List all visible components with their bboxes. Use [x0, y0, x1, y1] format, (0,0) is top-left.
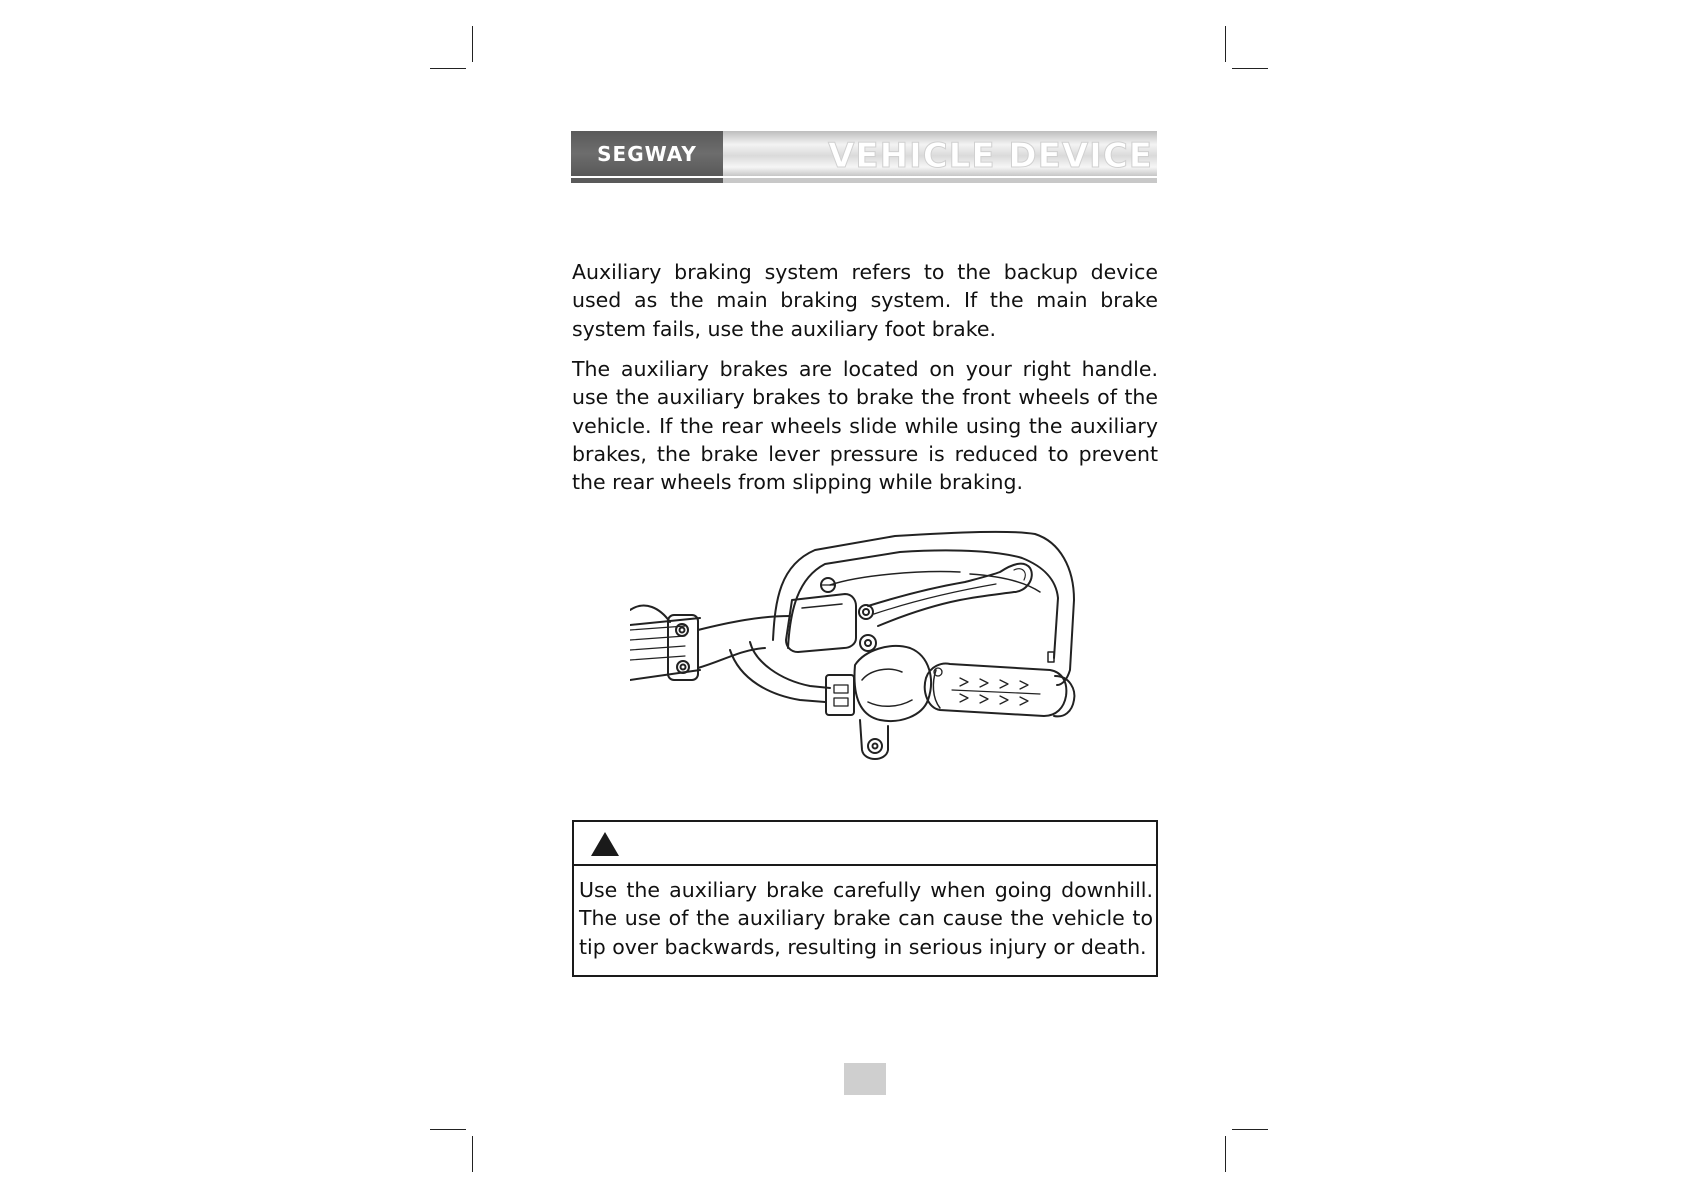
brand-logo	[571, 131, 723, 176]
crop-mark	[472, 26, 473, 62]
crop-mark	[430, 68, 466, 69]
body-paragraph: The auxiliary brakes are located on your right handle. use the auxiliary brakes to brake the front wheels of the vehicle. If the rear wheels slide while using the auxiliary brakes, the brake lever pressure is reduced to prevent the rear wheels from slipping while braking.	[572, 357, 1158, 495]
warning-header	[574, 822, 1156, 866]
warning-triangle-icon	[590, 831, 620, 857]
header-band	[723, 131, 1157, 176]
header-rule	[571, 178, 723, 183]
page-number-box	[844, 1063, 886, 1095]
body-paragraph: Auxiliary braking system refers to the backup device used as the main braking system. If the main brake system fails, use the auxiliary foot brake.	[572, 260, 1158, 341]
section-title: VEHICLE DEVICE	[828, 136, 1153, 176]
crop-mark	[1232, 1129, 1268, 1130]
crop-mark	[1225, 1136, 1226, 1172]
page-header	[571, 131, 1157, 184]
brand-logo-text: SEGWAY	[597, 141, 697, 166]
warning-box	[572, 820, 1158, 977]
handlebar-brake-lever-illustration	[630, 530, 1095, 765]
warning-text: Use the auxiliary brake carefully when going downhill. The use of the auxiliary brake can cause the vehicle to tip over backwards, resulting in serious injury or death.	[579, 878, 1153, 959]
crop-mark	[1225, 26, 1226, 62]
crop-mark	[430, 1129, 466, 1130]
crop-mark	[472, 1136, 473, 1172]
header-rule	[723, 178, 1157, 183]
crop-mark	[1232, 68, 1268, 69]
